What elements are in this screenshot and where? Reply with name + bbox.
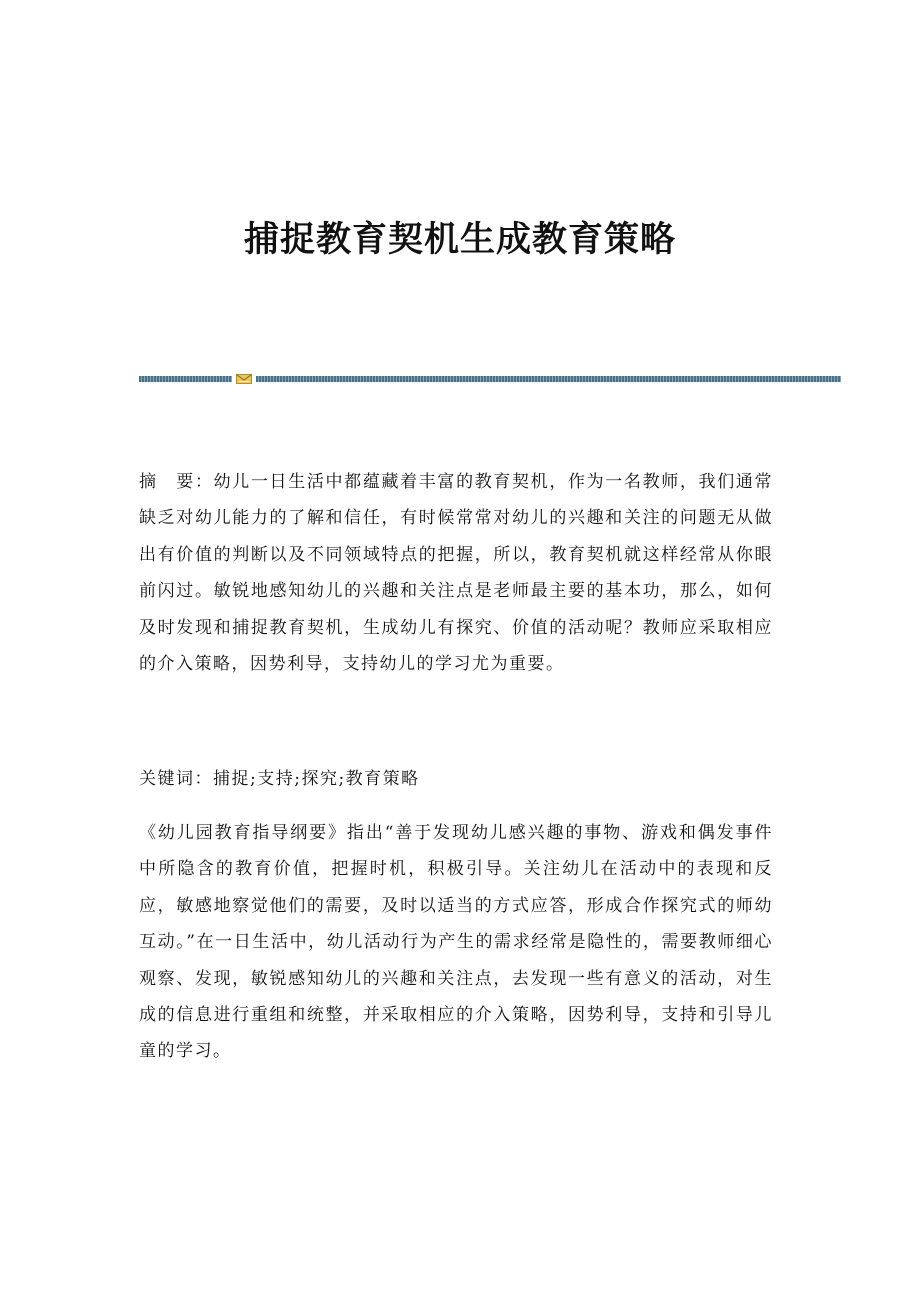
abstract-paragraph: 摘 要：幼儿一日生活中都蕴藏着丰富的教育契机，作为一名教师，我们通常缺乏对幼儿能力的了解和信任，有时候常常对幼儿的兴趣和关注的问题无从做出有价值的判断以及不同领域特点的把握，所以，教育契机就这样经常从你眼前闪过。敏锐地感知幼儿的兴趣和关注点是老师最主要的基本功，那么，如何及时发现和捕捉教育契机，生成幼儿有探究、价值的活动呢？教师应采取相应的介入策略，因势利导，支持幼儿的学习尤为重要。	[139, 472, 773, 675]
document-title: 捕捉教育契机生成教育策略	[243, 219, 676, 260]
title-divider	[139, 374, 841, 384]
envelope-ornament-icon	[236, 374, 252, 384]
keywords-line: 关键词：捕捉;支持;探究;教育策略	[139, 769, 420, 789]
divider-bar-right	[256, 376, 841, 382]
body-paragraph: 《幼儿园教育指导纲要》指出“善于发现幼儿感兴趣的事物、游戏和偶发事件中所隐含的教育价值，把握时机，积极引导。关注幼儿在活动中的表现和反应，敏感地察觉他们的需要，及时以适当的方式应答，形成合作探究式的师幼互动。”在一日生活中，幼儿活动行为产生的需求经常是隐性的，需要教师细心观察、发现，敏锐感知幼儿的兴趣和关注点，去发现一些有意义的活动，对生成的信息进行重组和统整，并采取相应的介入策略，因势利导，支持和引导儿童的学习。	[139, 823, 773, 1062]
divider-bar-left	[139, 376, 232, 382]
